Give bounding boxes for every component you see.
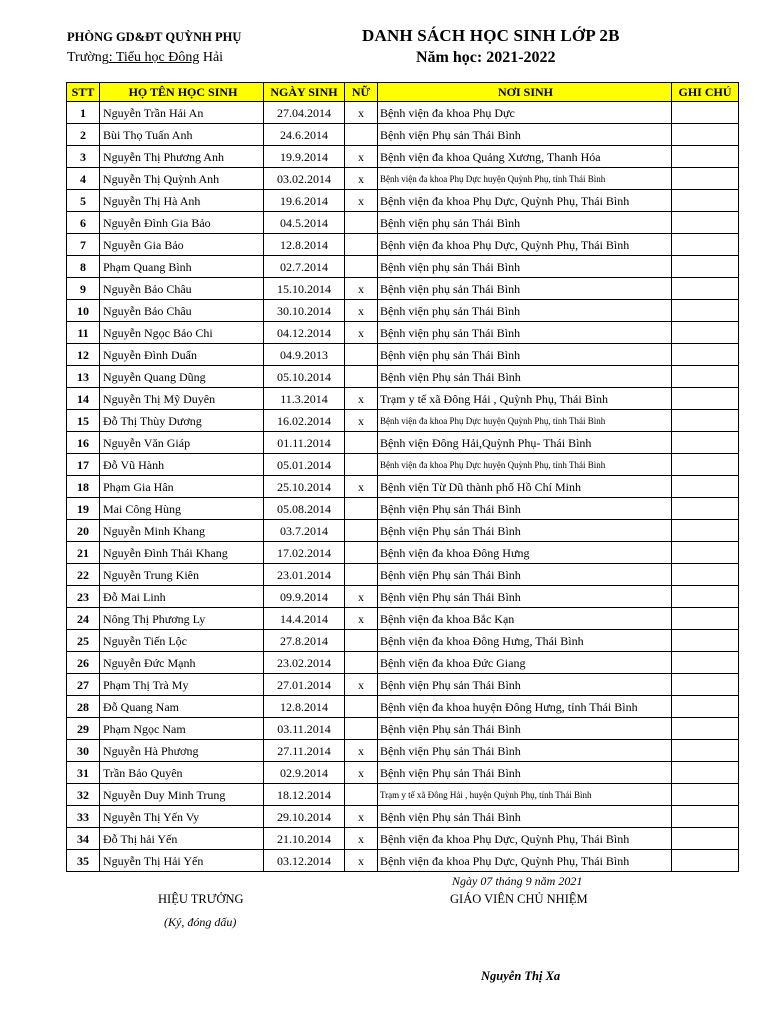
cell-stt: 16 — [67, 432, 100, 454]
cell-birthplace: Bệnh viện Phụ sản Thái Bình — [378, 740, 672, 762]
cell-female — [345, 432, 378, 454]
cell-birthplace: Bệnh viện phụ sản Thái Bình — [378, 278, 672, 300]
cell-dob: 12.8.2014 — [264, 234, 345, 256]
cell-name: Nguyễn Thị Hải Yến — [100, 850, 264, 872]
cell-female: x — [345, 476, 378, 498]
cell-dob: 04.5.2014 — [264, 212, 345, 234]
cell-female: x — [345, 322, 378, 344]
cell-stt: 11 — [67, 322, 100, 344]
cell-name: Nguyễn Ngọc Bảo Chi — [100, 322, 264, 344]
table-body — [67, 102, 739, 872]
table-row — [67, 278, 739, 300]
table-row — [67, 674, 739, 696]
cell-note — [672, 850, 739, 872]
cell-name: Nguyễn Thị Hà Anh — [100, 190, 264, 212]
cell-dob: 03.11.2014 — [264, 718, 345, 740]
cell-female — [345, 234, 378, 256]
cell-note — [672, 256, 739, 278]
cell-female: x — [345, 586, 378, 608]
cell-stt: 13 — [67, 366, 100, 388]
cell-name: Đỗ Vũ Hành — [100, 454, 264, 476]
cell-female — [345, 630, 378, 652]
cell-female: x — [345, 762, 378, 784]
cell-dob: 23.01.2014 — [264, 564, 345, 586]
cell-female — [345, 454, 378, 476]
cell-female: x — [345, 740, 378, 762]
cell-birthplace: Bệnh viện phụ sản Thái Bình — [378, 212, 672, 234]
cell-name: Nguyễn Quang Dũng — [100, 366, 264, 388]
cell-name: Nguyễn Thị Phương Anh — [100, 146, 264, 168]
cell-dob: 04.12.2014 — [264, 322, 345, 344]
cell-name: Nguyễn Trung Kiên — [100, 564, 264, 586]
table-row — [67, 630, 739, 652]
cell-birthplace: Bệnh viện đa khoa Phụ Dực huyện Quỳnh Phụ, tỉnh Thái Bình — [378, 168, 672, 190]
cell-name: Nguyễn Đức Mạnh — [100, 652, 264, 674]
cell-dob: 23.02.2014 — [264, 652, 345, 674]
table-row — [67, 564, 739, 586]
cell-dob: 02.9.2014 — [264, 762, 345, 784]
cell-female — [345, 344, 378, 366]
principal-sign-note: (Ký, đóng dấu) — [164, 915, 237, 929]
cell-name: Nguyễn Bảo Châu — [100, 300, 264, 322]
cell-dob: 16.02.2014 — [264, 410, 345, 432]
cell-birthplace: Bệnh viện phụ sản Thái Bình — [378, 300, 672, 322]
table-row — [67, 498, 739, 520]
table-row — [67, 608, 739, 630]
cell-name: Bùi Thọ Tuấn Anh — [100, 124, 264, 146]
cell-female — [345, 696, 378, 718]
cell-birthplace: Bệnh viện đa khoa Phụ Dực, Quỳnh Phụ, Thái Bình — [378, 234, 672, 256]
cell-dob: 03.02.2014 — [264, 168, 345, 190]
cell-note — [672, 344, 739, 366]
cell-stt: 6 — [67, 212, 100, 234]
cell-name: Đỗ Quang Nam — [100, 696, 264, 718]
cell-stt: 2 — [67, 124, 100, 146]
table-row — [67, 388, 739, 410]
cell-dob: 12.8.2014 — [264, 696, 345, 718]
table-row — [67, 542, 739, 564]
cell-dob: 19.6.2014 — [264, 190, 345, 212]
cell-dob: 21.10.2014 — [264, 828, 345, 850]
cell-stt: 19 — [67, 498, 100, 520]
cell-birthplace: Trạm y tế xã Đông Hải , huyện Quỳnh Phụ, tỉnh Thái Bình — [378, 784, 672, 806]
cell-birthplace: Bệnh viện Phụ sản Thái Bình — [378, 564, 672, 586]
cell-birthplace: Bệnh viện Phụ sản Thái Bình — [378, 586, 672, 608]
cell-dob: 15.10.2014 — [264, 278, 345, 300]
cell-dob: 02.7.2014 — [264, 256, 345, 278]
cell-name: Đỗ Mai Linh — [100, 586, 264, 608]
cell-name: Nguyễn Thị Quỳnh Anh — [100, 168, 264, 190]
cell-dob: 05.01.2014 — [264, 454, 345, 476]
cell-stt: 9 — [67, 278, 100, 300]
table-row — [67, 146, 739, 168]
cell-note — [672, 410, 739, 432]
cell-name: Nông Thị Phương Ly — [100, 608, 264, 630]
cell-birthplace: Bệnh viện Phụ sản Thái Bình — [378, 366, 672, 388]
col-header-birthplace: NƠI SINH — [378, 83, 672, 102]
cell-dob: 27.11.2014 — [264, 740, 345, 762]
cell-note — [672, 146, 739, 168]
table-row — [67, 740, 739, 762]
cell-stt: 24 — [67, 608, 100, 630]
cell-note — [672, 762, 739, 784]
cell-note — [672, 102, 739, 124]
cell-birthplace: Bệnh viện đa khoa Đông Hưng, Thái Bình — [378, 630, 672, 652]
cell-dob: 03.7.2014 — [264, 520, 345, 542]
cell-dob: 27.8.2014 — [264, 630, 345, 652]
cell-female: x — [345, 278, 378, 300]
table-row — [67, 256, 739, 278]
cell-female — [345, 542, 378, 564]
cell-birthplace: Bệnh viện đa khoa Đông Hưng — [378, 542, 672, 564]
cell-dob: 05.10.2014 — [264, 366, 345, 388]
cell-dob: 19.9.2014 — [264, 146, 345, 168]
cell-stt: 5 — [67, 190, 100, 212]
school-label: Trường — [67, 50, 109, 65]
cell-note — [672, 806, 739, 828]
cell-female — [345, 718, 378, 740]
table-row — [67, 806, 739, 828]
cell-note — [672, 564, 739, 586]
cell-female — [345, 520, 378, 542]
cell-note — [672, 586, 739, 608]
teacher-name: Nguyễn Thị Xa — [481, 969, 561, 983]
cell-name: Phạm Thị Trà My — [100, 674, 264, 696]
cell-birthplace: Bệnh viện Phụ sản Thái Bình — [378, 124, 672, 146]
cell-dob: 24.6.2014 — [264, 124, 345, 146]
cell-name: Nguyễn Hà Phương — [100, 740, 264, 762]
table-row — [67, 850, 739, 872]
cell-birthplace: Bệnh viện Phụ sản Thái Bình — [378, 806, 672, 828]
cell-female: x — [345, 388, 378, 410]
cell-female: x — [345, 608, 378, 630]
cell-name: Đỗ Thị Thùy Dương — [100, 410, 264, 432]
cell-name: Nguyễn Thị Mỹ Duyên — [100, 388, 264, 410]
cell-name: Mai Công Hùng — [100, 498, 264, 520]
cell-stt: 25 — [67, 630, 100, 652]
school-name: : Tiểu học Đông — [108, 50, 200, 65]
cell-birthplace: Bệnh viện đa khoa Phụ Dực huyện Quỳnh Phụ, tỉnh Thái Bình — [378, 454, 672, 476]
table-row — [67, 696, 739, 718]
cell-female: x — [345, 850, 378, 872]
school-year: Năm học: 2021-2022 — [416, 49, 556, 66]
cell-female — [345, 366, 378, 388]
table-row — [67, 520, 739, 542]
cell-birthplace: Bệnh viện Từ Dũ thành phố Hồ Chí Minh — [378, 476, 672, 498]
cell-birthplace: Bệnh viện Đông Hải,Quỳnh Phụ- Thái Bình — [378, 432, 672, 454]
cell-birthplace: Bệnh viện đa khoa Bắc Kạn — [378, 608, 672, 630]
cell-name: Nguyễn Bảo Châu — [100, 278, 264, 300]
cell-birthplace: Bệnh viện phụ sản Thái Bình — [378, 322, 672, 344]
cell-stt: 30 — [67, 740, 100, 762]
cell-female: x — [345, 102, 378, 124]
cell-birthplace: Bệnh viện Phụ sản Thái Bình — [378, 498, 672, 520]
school-line — [67, 50, 223, 66]
col-header-name: HỌ TÊN HỌC SINH — [100, 83, 264, 102]
cell-note — [672, 498, 739, 520]
cell-dob: 30.10.2014 — [264, 300, 345, 322]
cell-note — [672, 718, 739, 740]
cell-female — [345, 652, 378, 674]
cell-dob: 05.08.2014 — [264, 498, 345, 520]
cell-dob: 03.12.2014 — [264, 850, 345, 872]
cell-name: Nguyễn Văn Giáp — [100, 432, 264, 454]
cell-stt: 28 — [67, 696, 100, 718]
cell-stt: 15 — [67, 410, 100, 432]
cell-name: Nguyễn Tiến Lộc — [100, 630, 264, 652]
cell-female: x — [345, 410, 378, 432]
col-header-stt: STT — [67, 83, 100, 102]
cell-name: Nguyễn Đình Gia Bảo — [100, 212, 264, 234]
cell-female: x — [345, 674, 378, 696]
cell-note — [672, 740, 739, 762]
cell-female — [345, 564, 378, 586]
school-suffix: Hải — [199, 50, 224, 65]
cell-stt: 1 — [67, 102, 100, 124]
cell-stt: 3 — [67, 146, 100, 168]
cell-stt: 34 — [67, 828, 100, 850]
table-row — [67, 432, 739, 454]
cell-stt: 10 — [67, 300, 100, 322]
cell-birthplace: Trạm y tế xã Đông Hải , Quỳnh Phụ, Thái Bình — [378, 388, 672, 410]
teacher-title: GIÁO VIÊN CHỦ NHIỆM — [450, 892, 588, 906]
cell-stt: 8 — [67, 256, 100, 278]
table-row — [67, 784, 739, 806]
cell-female — [345, 256, 378, 278]
cell-dob: 14.4.2014 — [264, 608, 345, 630]
cell-birthplace: Bệnh viện đa khoa Phụ Dực — [378, 102, 672, 124]
cell-note — [672, 476, 739, 498]
cell-birthplace: Bệnh viện Phụ sản Thái Bình — [378, 718, 672, 740]
cell-birthplace: Bệnh viện đa khoa huyện Đông Hưng, tỉnh Thái Bình — [378, 696, 672, 718]
cell-name: Nguyễn Đình Duẩn — [100, 344, 264, 366]
cell-birthplace: Bệnh viện đa khoa Quảng Xương, Thanh Hóa — [378, 146, 672, 168]
cell-name: Nguyễn Trần Hải An — [100, 102, 264, 124]
student-table — [66, 82, 739, 872]
cell-name: Nguyễn Thị Yến Vy — [100, 806, 264, 828]
cell-note — [672, 278, 739, 300]
principal-title: HIỆU TRƯỞNG — [158, 892, 244, 906]
table-row — [67, 102, 739, 124]
cell-birthplace: Bệnh viện phụ sản Thái Bình — [378, 256, 672, 278]
cell-birthplace: Bệnh viện Phụ sản Thái Bình — [378, 520, 672, 542]
cell-note — [672, 454, 739, 476]
cell-birthplace: Bệnh viện đa khoa Phụ Dực, Quỳnh Phụ, Thái Bình — [378, 850, 672, 872]
col-header-female: NỮ — [345, 83, 378, 102]
cell-dob: 18.12.2014 — [264, 784, 345, 806]
cell-note — [672, 542, 739, 564]
cell-stt: 23 — [67, 586, 100, 608]
cell-birthplace: Bệnh viện đa khoa Đức Giang — [378, 652, 672, 674]
col-header-dob: NGÀY SINH — [264, 83, 345, 102]
cell-note — [672, 432, 739, 454]
cell-female — [345, 784, 378, 806]
table-row — [67, 322, 739, 344]
cell-name: Đỗ Thị hải Yến — [100, 828, 264, 850]
cell-note — [672, 124, 739, 146]
cell-stt: 35 — [67, 850, 100, 872]
cell-note — [672, 630, 739, 652]
cell-note — [672, 696, 739, 718]
cell-stt: 32 — [67, 784, 100, 806]
cell-birthplace: Bệnh viện đa khoa Phụ Dực, Quỳnh Phụ, Thái Bình — [378, 828, 672, 850]
cell-stt: 4 — [67, 168, 100, 190]
cell-female: x — [345, 146, 378, 168]
table-row — [67, 366, 739, 388]
table-row — [67, 234, 739, 256]
cell-name: Nguyễn Duy Minh Trung — [100, 784, 264, 806]
cell-female: x — [345, 168, 378, 190]
cell-name: Nguyễn Gia Bảo — [100, 234, 264, 256]
table-header-row — [67, 83, 739, 102]
cell-dob: 17.02.2014 — [264, 542, 345, 564]
cell-name: Trần Bảo Quyên — [100, 762, 264, 784]
department-name: PHÒNG GD&ĐT QUỲNH PHỤ — [67, 30, 242, 44]
cell-note — [672, 784, 739, 806]
cell-female — [345, 124, 378, 146]
col-header-note: GHI CHÚ — [672, 83, 739, 102]
cell-note — [672, 212, 739, 234]
table-row — [67, 168, 739, 190]
document-title: DANH SÁCH HỌC SINH LỚP 2B — [362, 26, 620, 45]
cell-female: x — [345, 190, 378, 212]
table-row — [67, 828, 739, 850]
cell-birthplace: Bệnh viện Phụ sản Thái Bình — [378, 762, 672, 784]
table-row — [67, 454, 739, 476]
cell-stt: 14 — [67, 388, 100, 410]
table-row — [67, 762, 739, 784]
cell-female — [345, 498, 378, 520]
cell-note — [672, 388, 739, 410]
cell-note — [672, 520, 739, 542]
cell-stt: 18 — [67, 476, 100, 498]
cell-note — [672, 608, 739, 630]
cell-stt: 17 — [67, 454, 100, 476]
cell-birthplace: Bệnh viện đa khoa Phụ Dực, Quỳnh Phụ, Thái Bình — [378, 190, 672, 212]
table-row — [67, 344, 739, 366]
cell-dob: 11.3.2014 — [264, 388, 345, 410]
cell-stt: 7 — [67, 234, 100, 256]
cell-dob: 04.9.2013 — [264, 344, 345, 366]
cell-stt: 27 — [67, 674, 100, 696]
cell-stt: 29 — [67, 718, 100, 740]
cell-name: Phạm Ngọc Nam — [100, 718, 264, 740]
cell-note — [672, 168, 739, 190]
cell-stt: 20 — [67, 520, 100, 542]
table-row — [67, 124, 739, 146]
cell-name: Nguyễn Minh Khang — [100, 520, 264, 542]
cell-birthplace: Bệnh viện phụ sản Thái Bình — [378, 344, 672, 366]
cell-name: Nguyễn Đình Thái Khang — [100, 542, 264, 564]
cell-female — [345, 212, 378, 234]
cell-name: Phạm Quang Bình — [100, 256, 264, 278]
table-row — [67, 652, 739, 674]
table-row — [67, 718, 739, 740]
cell-female: x — [345, 828, 378, 850]
table-row — [67, 212, 739, 234]
cell-name: Phạm Gia Hân — [100, 476, 264, 498]
table-row — [67, 300, 739, 322]
cell-note — [672, 322, 739, 344]
cell-note — [672, 190, 739, 212]
cell-dob: 09.9.2014 — [264, 586, 345, 608]
cell-dob: 29.10.2014 — [264, 806, 345, 828]
cell-stt: 12 — [67, 344, 100, 366]
table-row — [67, 586, 739, 608]
cell-stt: 31 — [67, 762, 100, 784]
cell-stt: 26 — [67, 652, 100, 674]
signing-date: Ngày 07 tháng 9 năm 2021 — [452, 874, 583, 888]
cell-stt: 22 — [67, 564, 100, 586]
cell-note — [672, 652, 739, 674]
cell-note — [672, 300, 739, 322]
cell-female: x — [345, 300, 378, 322]
cell-dob: 27.04.2014 — [264, 102, 345, 124]
cell-stt: 33 — [67, 806, 100, 828]
cell-dob: 01.11.2014 — [264, 432, 345, 454]
cell-note — [672, 234, 739, 256]
cell-note — [672, 366, 739, 388]
cell-note — [672, 674, 739, 696]
cell-dob: 25.10.2014 — [264, 476, 345, 498]
table-row — [67, 190, 739, 212]
cell-birthplace: Bệnh viện đa khoa Phụ Dực huyện Quỳnh Phụ, tỉnh Thái Bình — [378, 410, 672, 432]
cell-note — [672, 828, 739, 850]
cell-female: x — [345, 806, 378, 828]
table-row — [67, 410, 739, 432]
cell-birthplace: Bệnh viện Phụ sản Thái Bình — [378, 674, 672, 696]
cell-dob: 27.01.2014 — [264, 674, 345, 696]
cell-stt: 21 — [67, 542, 100, 564]
table-row — [67, 476, 739, 498]
